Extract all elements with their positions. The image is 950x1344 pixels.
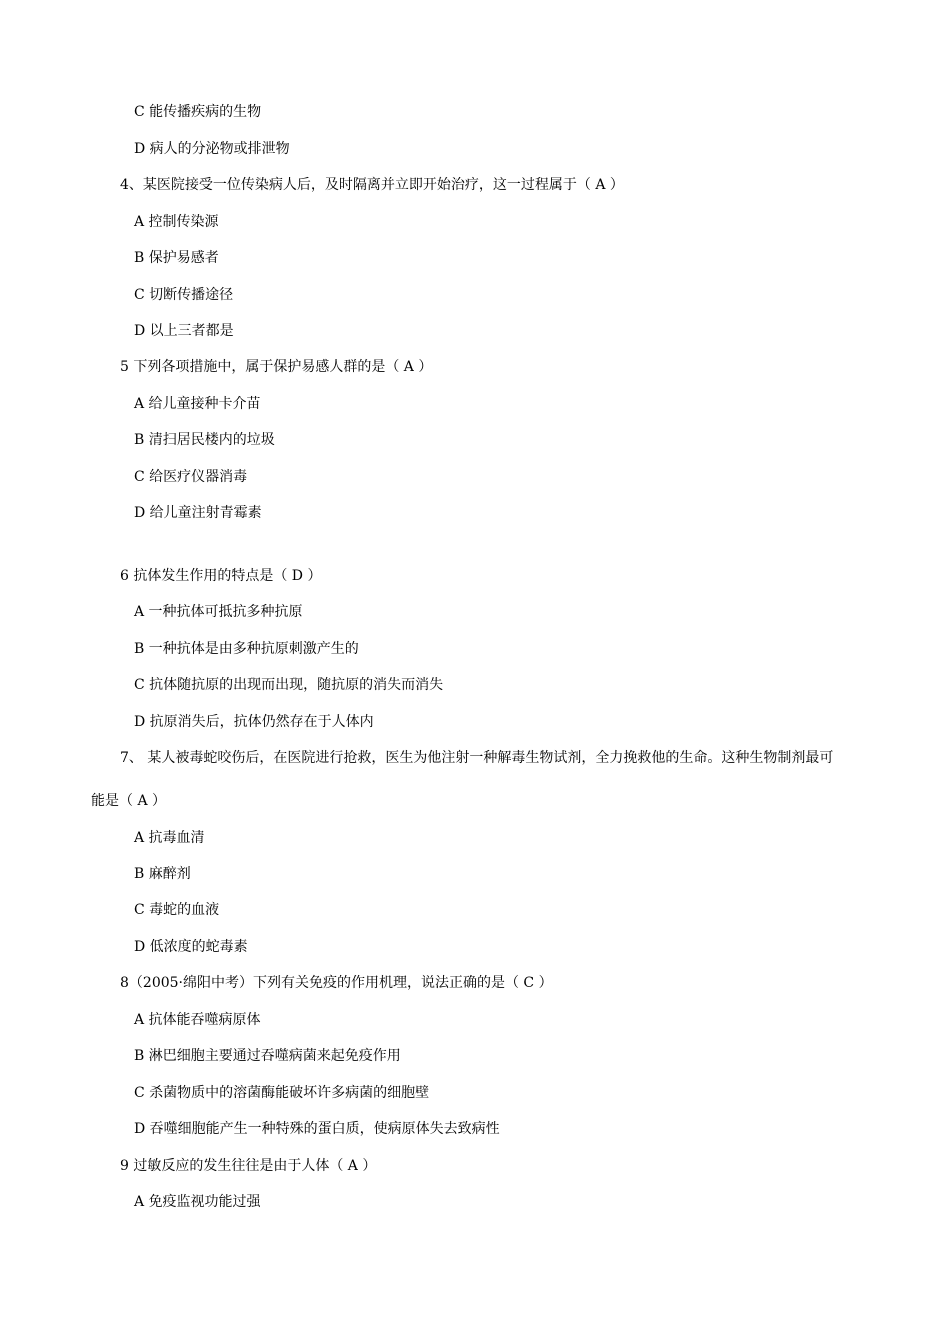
option-line: C 切断传播途径 — [134, 287, 234, 303]
option-line: C 毒蛇的血液 — [134, 902, 220, 918]
option-line: A 免疫监视功能过强 — [134, 1194, 261, 1210]
option-line: A 一种抗体可抵抗多种抗原 — [134, 604, 303, 620]
option-line: B 麻醉剂 — [134, 866, 191, 882]
option-line: B 一种抗体是由多种抗原刺激产生的 — [134, 641, 359, 657]
option-line: A 控制传染源 — [134, 214, 219, 230]
option-line: B 清扫居民楼内的垃圾 — [134, 432, 275, 448]
question-line: 8（2005·绵阳中考）下列有关免疫的作用机理，说法正确的是（ C ） — [120, 975, 553, 991]
question-line: 7、 某人被毒蛇咬伤后，在医院进行抢救，医生为他注射一种解毒生物试剂，全力挽救他的生命。这种生物制剂最可 — [120, 750, 834, 766]
question-line: 9 过敏反应的发生往往是由于人体（ A ） — [120, 1158, 377, 1174]
option-line: D 以上三者都是 — [134, 323, 234, 339]
question-continuation-line: 能是（ A ） — [91, 793, 167, 809]
option-line: A 抗毒血清 — [134, 830, 205, 846]
option-line: B 淋巴细胞主要通过吞噬病菌来起免疫作用 — [134, 1048, 401, 1064]
option-line: D 吞噬细胞能产生一种特殊的蛋白质，使病原体失去致病性 — [134, 1121, 500, 1137]
option-line: C 能传播疾病的生物 — [134, 104, 262, 120]
question-line: 5 下列各项措施中，属于保护易感人群的是（ A ） — [120, 359, 433, 375]
question-line: 4、某医院接受一位传染病人后，及时隔离并立即开始治疗，这一过程属于（ A ） — [120, 177, 624, 193]
option-line: A 抗体能吞噬病原体 — [134, 1012, 261, 1028]
option-line: D 给儿童注射青霉素 — [134, 505, 262, 521]
option-line: B 保护易感者 — [134, 250, 219, 266]
option-line: C 杀菌物质中的溶菌酶能破坏许多病菌的细胞壁 — [134, 1085, 430, 1101]
option-line: C 抗体随抗原的出现而出现，随抗原的消失而消失 — [134, 677, 444, 693]
option-line: D 抗原消失后，抗体仍然存在于人体内 — [134, 714, 374, 730]
option-line: A 给儿童接种卡介苗 — [134, 396, 261, 412]
option-line: C 给医疗仪器消毒 — [134, 469, 248, 485]
question-line: 6 抗体发生作用的特点是（ D ） — [120, 568, 322, 584]
option-line: D 低浓度的蛇毒素 — [134, 939, 248, 955]
option-line: D 病人的分泌物或排泄物 — [134, 141, 290, 157]
